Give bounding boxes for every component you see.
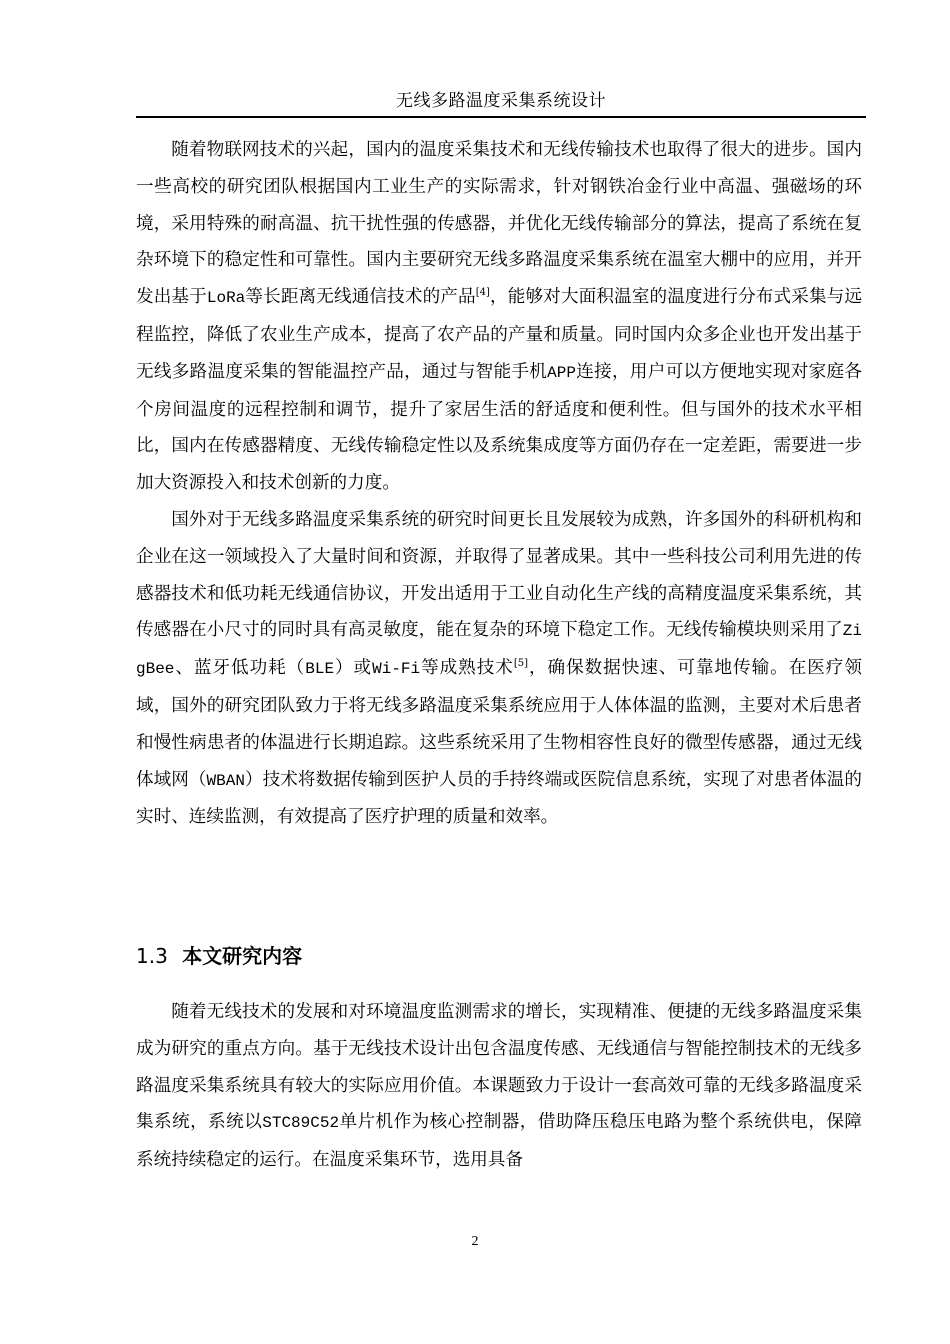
text-run: ，确保数据快速、可靠地传输。在医疗领域，国外的研究团队致力于将无线多路温度采集系统应用于人体体温的监测，主要对术后患者和慢性病患者的体温进行长期追踪。这些系统采用了生物相容性良好的微型传感器，通过无线体域网（: [136, 658, 862, 790]
citation-ref: [5]: [513, 658, 529, 670]
running-header: [136, 86, 866, 118]
text-run: 随着无线技术的发展和对环境温度监测需求的增长，实现精准、便捷的无线多路温度采集成为研究的重点方向。基于无线技术设计出包含温度传感、无线通信与智能控制技术的无线多路温度采集系统具有较大的实际应用价值。本课题致力于设计一套高效可靠的无线多路温度采集系统，系统以: [136, 1002, 862, 1133]
body-text-block: [136, 132, 862, 836]
citation-ref: [4]: [475, 287, 490, 299]
running-header-title: 无线多路温度采集系统设计: [396, 91, 606, 111]
text-run: 连接，用户可以方便地实现对家庭各个房间温度的远程控制和调节，提升了家居生活的舒适度和便利性。但与国外的技术水平相比，国内在传感器精度、无线传输稳定性以及系统集成度等方面仍存在一定差距，需要进一步加大资源投入和技术创新的力度。: [136, 361, 862, 494]
text-run: ）或: [334, 658, 373, 679]
latin-term: Wi-Fi: [372, 660, 421, 679]
text-run: 、蓝牙低功耗（: [174, 658, 306, 679]
section-title: 本文研究内容: [182, 944, 303, 968]
latin-term: ZigBee: [136, 622, 862, 679]
text-run: ，能够对大面积温室的温度进行分布式采集与远程监控，降低了农业生产成本，提高了农产品的产量和质量。同时国内众多企业也开发出基于无线多路温度采集的智能温控产品，通过与智能手机: [136, 287, 862, 382]
page-number-text: 2: [471, 1234, 479, 1249]
text-run: 随着物联网技术的兴起，国内的温度采集技术和无线传输技术也取得了很大的进步。国内一些高校的研究团队根据国内工业生产的实际需求，针对钢铁冶金行业中高温、强磁场的环境，采用特殊的耐高温、抗干扰性强的传感器，并优化无线传输部分的算法，提高了系统在复杂环境下的稳定性和可靠性。国内主要研究无线多路温度采集系统在温室大棚中的应用，并开发出基于: [136, 140, 862, 308]
latin-term: BLE: [305, 660, 335, 679]
page-number: [0, 1232, 950, 1252]
paragraph: [136, 994, 862, 1179]
text-run: 等成熟技术: [420, 658, 514, 679]
text-run: ）技术将数据传输到医护人员的手持终端或医院信息系统，实现了对患者体温的实时、连续监测，有效提高了医疗护理的质量和效率。: [136, 769, 862, 828]
latin-term: WBAN: [206, 771, 245, 790]
text-run: 等长距离无线通信技术的产品: [245, 287, 476, 308]
latin-term: APP: [547, 363, 576, 382]
text-run: 单片机作为核心控制器，借助降压稳压电路为整个系统供电，保障系统持续稳定的运行。在温度采集环节，选用具备: [136, 1112, 862, 1171]
paragraph: [136, 502, 862, 836]
section-number: 1.3: [136, 944, 168, 968]
paragraph: [136, 132, 862, 502]
body-text-block-2: [136, 994, 862, 1179]
section-heading: [136, 936, 302, 976]
latin-term: LoRa: [206, 289, 246, 308]
text-run: 国外对于无线多路温度采集系统的研究时间更长且发展较为成熟，许多国外的科研机构和企业在这一领域投入了大量时间和资源，并取得了显著成果。其中一些科技公司利用先进的传感器技术和低功耗无线通信协议，开发出适用于工业自动化生产线的高精度温度采集系统，其传感器在小尺寸的同时具有高灵敏度，能在复杂的环境下稳定工作。无线传输模块则采用了: [136, 509, 862, 641]
latin-term: STC89C52: [262, 1114, 340, 1133]
